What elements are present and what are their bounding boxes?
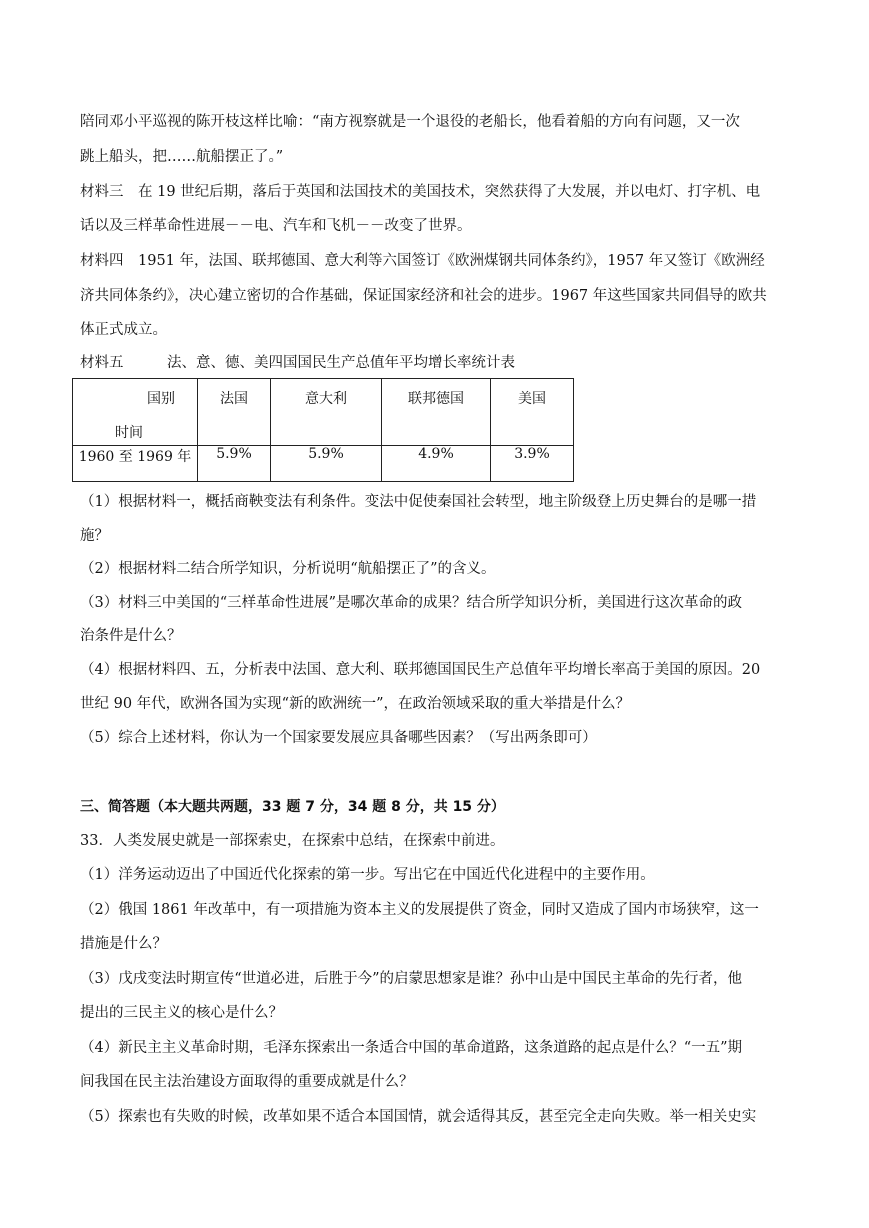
question-line: （5）综合上述材料，你认为一个国家要发展应具备哪些因素？（写出两条即可） [80, 730, 597, 746]
text-line: 跳上船头，把……航船摆正了。” [80, 149, 284, 165]
question-line: （3）材料三中美国的“三样革命性进展”是哪次革命的成果？结合所学知识分析，美国进行这次革命的政 [80, 595, 743, 611]
section-title: 三、简答题（本大题共两题，33 题 7 分，34 题 8 分，共 15 分） [80, 799, 505, 815]
table-header-row [73, 379, 574, 446]
value-italy: 5.9% [271, 446, 382, 482]
value-west-germany: 4.9% [382, 446, 491, 482]
text-line: 材料三 在 19 世纪后期，落后于英国和法国技术的美国技术，突然获得了大发展，并以电灯、打字机、电 [80, 184, 761, 200]
question-line: （3）戊戌变法时期宣传“世道必进，后胜于今”的启蒙思想家是谁？孙中山是中国民主革命的先行者，他 [80, 971, 743, 987]
value-france: 5.9% [198, 446, 271, 482]
question-line: （4）根据材料四、五，分析表中法国、意大利、联邦德国国民生产总值年平均增长率高于美国的原因。20 [80, 662, 761, 678]
corner-time-label: 时间 [115, 425, 143, 441]
question-line: 施？ [80, 528, 109, 544]
question-line: （4）新民主主义革命时期，毛泽东探索出一条适合中国的革命道路，这条道路的起点是什么？“一五”期 [80, 1040, 743, 1056]
corner-country-label: 国别 [147, 391, 175, 407]
value-usa: 3.9% [491, 446, 574, 482]
question-line: （5）探索也有失败的时候，改革如果不适合本国国情，就会适得其反，甚至完全走向失败。举一相关史实 [80, 1109, 757, 1125]
header-usa: 美国 [491, 379, 574, 446]
text-line: 体正式成立。 [80, 322, 167, 338]
question-line: （2）俄国 1861 年改革中，有一项措施为资本主义的发展提供了资金，同时又造成了国内市场狭窄，这一 [80, 902, 759, 918]
question-line: 33．人类发展史就是一部探索史，在探索中总结，在探索中前进。 [80, 833, 505, 849]
text-line: 济共同体条约》，决心建立密切的合作基础，保证国家经济和社会的进步。1967 年这些国家共同倡导的欧共 [80, 288, 767, 304]
question-line: （2）根据材料二结合所学知识，分析说明“航船摆正了”的含义。 [80, 561, 496, 577]
header-france: 法国 [198, 379, 271, 446]
header-italy: 意大利 [271, 379, 382, 446]
row-period-label: 1960 至 1969 年 [73, 446, 198, 482]
question-line: （1）洋务运动迈出了中国近代化探索的第一步。写出它在中国近代化进程中的主要作用。 [80, 867, 655, 883]
text-line: 话以及三样革命性进展－－电、汽车和飞机－－改变了世界。 [80, 218, 472, 234]
table-row [73, 446, 574, 482]
growth-rate-table [72, 378, 574, 482]
question-line: 间我国在民主法治建设方面取得的重要成就是什么？ [80, 1074, 414, 1090]
question-line: 措施是什么？ [80, 936, 167, 952]
question-line: 世纪 90 年代，欧洲各国为实现“新的欧洲统一”，在政治领域采取的重大举措是什么？ [80, 696, 630, 712]
question-line: 提出的三民主义的核心是什么？ [80, 1005, 283, 1021]
table-caption: 材料五 法、意、德、美四国国民生产总值年平均增长率统计表 [80, 355, 515, 371]
text-line: 陪同邓小平巡视的陈开枝这样比喻：“南方视察就是一个退役的老船长，他看着船的方向有问题，又一次 [80, 114, 740, 130]
question-line: 治条件是什么？ [80, 628, 182, 644]
text-line: 材料四 1951 年，法国、联邦德国、意大利等六国签订《欧洲煤钢共同体条约》，1957 年又签订《欧洲经 [80, 253, 765, 269]
question-line: （1）根据材料一，概括商鞅变法有利条件。变法中促使秦国社会转型，地主阶级登上历史舞台的是哪一措 [80, 494, 757, 510]
table-corner-cell [73, 379, 198, 446]
header-west-germany: 联邦德国 [382, 379, 491, 446]
